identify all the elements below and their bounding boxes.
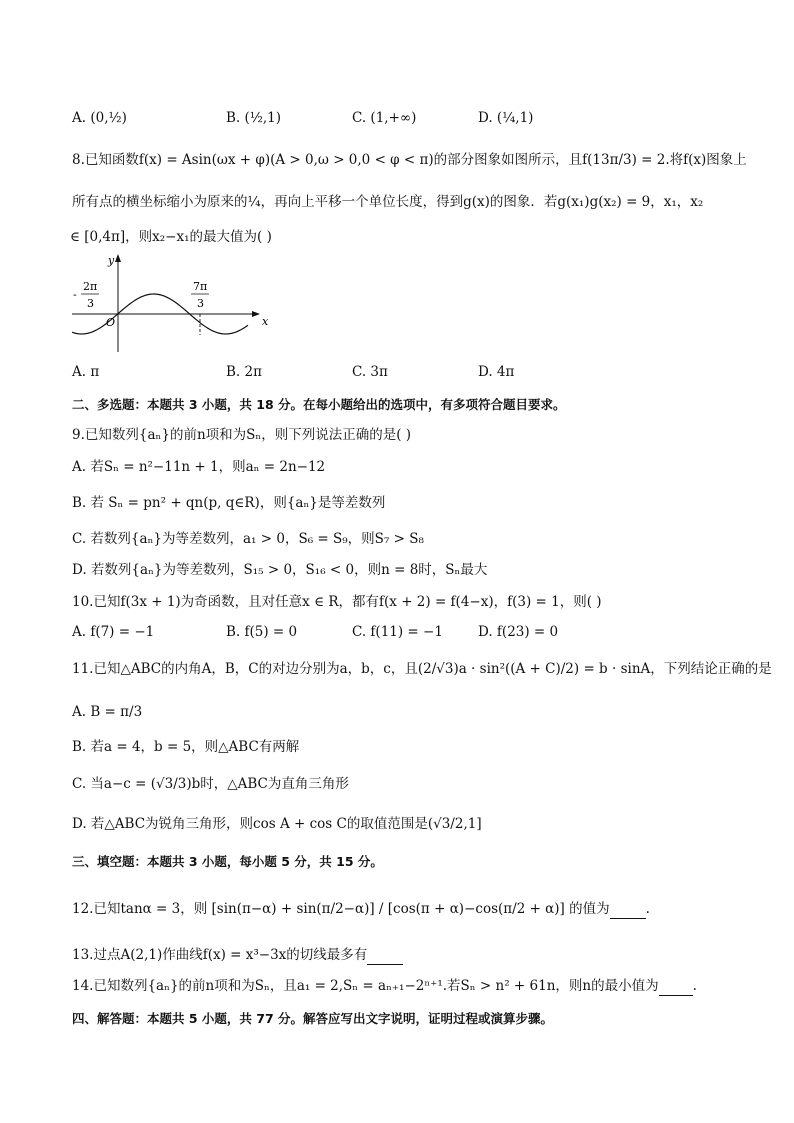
q8-option-b: B. 2π xyxy=(226,364,262,380)
section-3-heading: 三、填空题：本题共 3 小题，每小题 5 分，共 15 分。 xyxy=(72,854,383,869)
x-axis-label: x xyxy=(262,315,269,328)
q11-option-d: D. 若△ABC为锐角三角形，则cos A + cos C的取值范围是(√3/2,1] xyxy=(72,816,482,832)
q11-stem: 11.已知△ABC的内角A，B，C的对边分别为a，b，c，且(2/√3)a · sin²((A + C)/2) = b · sinA，下列结论正确的是 xyxy=(72,661,772,677)
q7-option-d: D. (¼,1) xyxy=(478,110,534,126)
q8-option-d: D. 4π xyxy=(478,364,515,380)
q14-line xyxy=(72,977,697,996)
q13-line xyxy=(72,946,403,965)
x-axis-arrow xyxy=(252,311,260,317)
q14-period: . xyxy=(692,978,697,994)
section-2-heading: 二、多选题：本题共 3 小题，共 18 分。在每小题给出的选项中，有多项符合题目要求。 xyxy=(72,397,566,412)
q8-option-c: C. 3π xyxy=(352,364,388,380)
q13-answer-blank xyxy=(367,946,403,965)
q12-period: . xyxy=(645,901,650,917)
q12-text: 12.已知tanα = 3，则 [sin(π−α) + sin(π/2−α)] / [cos(π + α)−cos(π/2 + α)] 的值为 xyxy=(72,901,610,917)
y-axis-arrow xyxy=(115,254,121,262)
q9-option-c: C. 若数列{aₙ}为等差数列，a₁ > 0，S₆ = S₉，则S₇ > S₈ xyxy=(72,531,424,547)
right-label-denominator: 3 xyxy=(197,297,204,310)
section-4-heading: 四、解答题：本题共 5 小题，共 77 分。解答应写出文字说明，证明过程或演算步骤。 xyxy=(72,1011,554,1026)
q10-option-c: C. f(11) = −1 xyxy=(352,624,443,640)
q11-option-b: B. 若a = 4，b = 5，则△ABC有两解 xyxy=(72,739,300,755)
q11-option-c: C. 当a−c = (√3/3)b时，△ABC为直角三角形 xyxy=(72,776,349,792)
left-minus-sign: - xyxy=(73,288,77,301)
q8-sine-graph xyxy=(66,252,269,357)
y-axis-label: y xyxy=(108,254,115,267)
q7-option-c: C. (1,+∞) xyxy=(352,110,417,126)
q9-stem: 9.已知数列{aₙ}的前n项和为Sₙ，则下列说法正确的是( ) xyxy=(72,427,412,443)
q11-option-a: A. B = π/3 xyxy=(72,704,143,720)
right-label-numerator: 7π xyxy=(193,280,208,293)
q9-option-b: B. 若 Sₙ = pn² + qn(p, q∈R)，则{aₙ}是等差数列 xyxy=(72,495,386,511)
q8-line-1: 8.已知函数f(x) = Asin(ωx + φ)(A > 0,ω > 0,0 < φ < π)的部分图象如图所示，且f(13π/3) = 2.将f(x)图象上 xyxy=(72,152,747,168)
q12-answer-blank xyxy=(610,900,646,919)
q10-option-b: B. f(5) = 0 xyxy=(226,624,298,640)
q7-option-b: B. (½,1) xyxy=(226,110,282,126)
q9-option-a: A. 若Sₙ = n²−11n + 1，则aₙ = 2n−12 xyxy=(72,459,326,475)
q12-line xyxy=(72,900,650,919)
left-label-denominator: 3 xyxy=(87,297,94,310)
origin-label: O xyxy=(106,316,116,329)
left-label-numerator: 2π xyxy=(83,280,98,293)
q8-line-2: 所有点的横坐标缩小为原来的¼，再向上平移一个单位长度，得到g(x)的图象．若g(x₁)g(x₂) = 9，x₁，x₂ xyxy=(72,194,704,210)
q7-option-a: A. (0,½) xyxy=(72,110,127,126)
q10-stem: 10.已知f(3x + 1)为奇函数，且对任意x ∈ R，都有f(x + 2) = f(4−x)，f(3) = 1，则( ) xyxy=(72,594,602,610)
q9-option-d: D. 若数列{aₙ}为等差数列，S₁₅ > 0，S₁₆ < 0，则n = 8时，Sₙ最大 xyxy=(72,562,488,578)
q10-option-d: D. f(23) = 0 xyxy=(478,624,559,640)
q13-text: 13.过点A(2,1)作曲线f(x) = x³−3x的切线最多有 xyxy=(72,947,368,963)
q14-text: 14.已知数列{aₙ}的前n项和为Sₙ，且a₁ = 2,Sₙ = aₙ₊₁−2ⁿ⁺¹.若Sₙ > n² + 61n，则n的最小值为 xyxy=(72,978,659,994)
q10-option-a: A. f(7) = −1 xyxy=(72,624,155,640)
q8-option-a: A. π xyxy=(72,364,100,380)
q14-answer-blank xyxy=(659,977,693,996)
q8-line-3: ∈ [0,4π]，则x₂−x₁的最大值为( ) xyxy=(70,229,272,245)
